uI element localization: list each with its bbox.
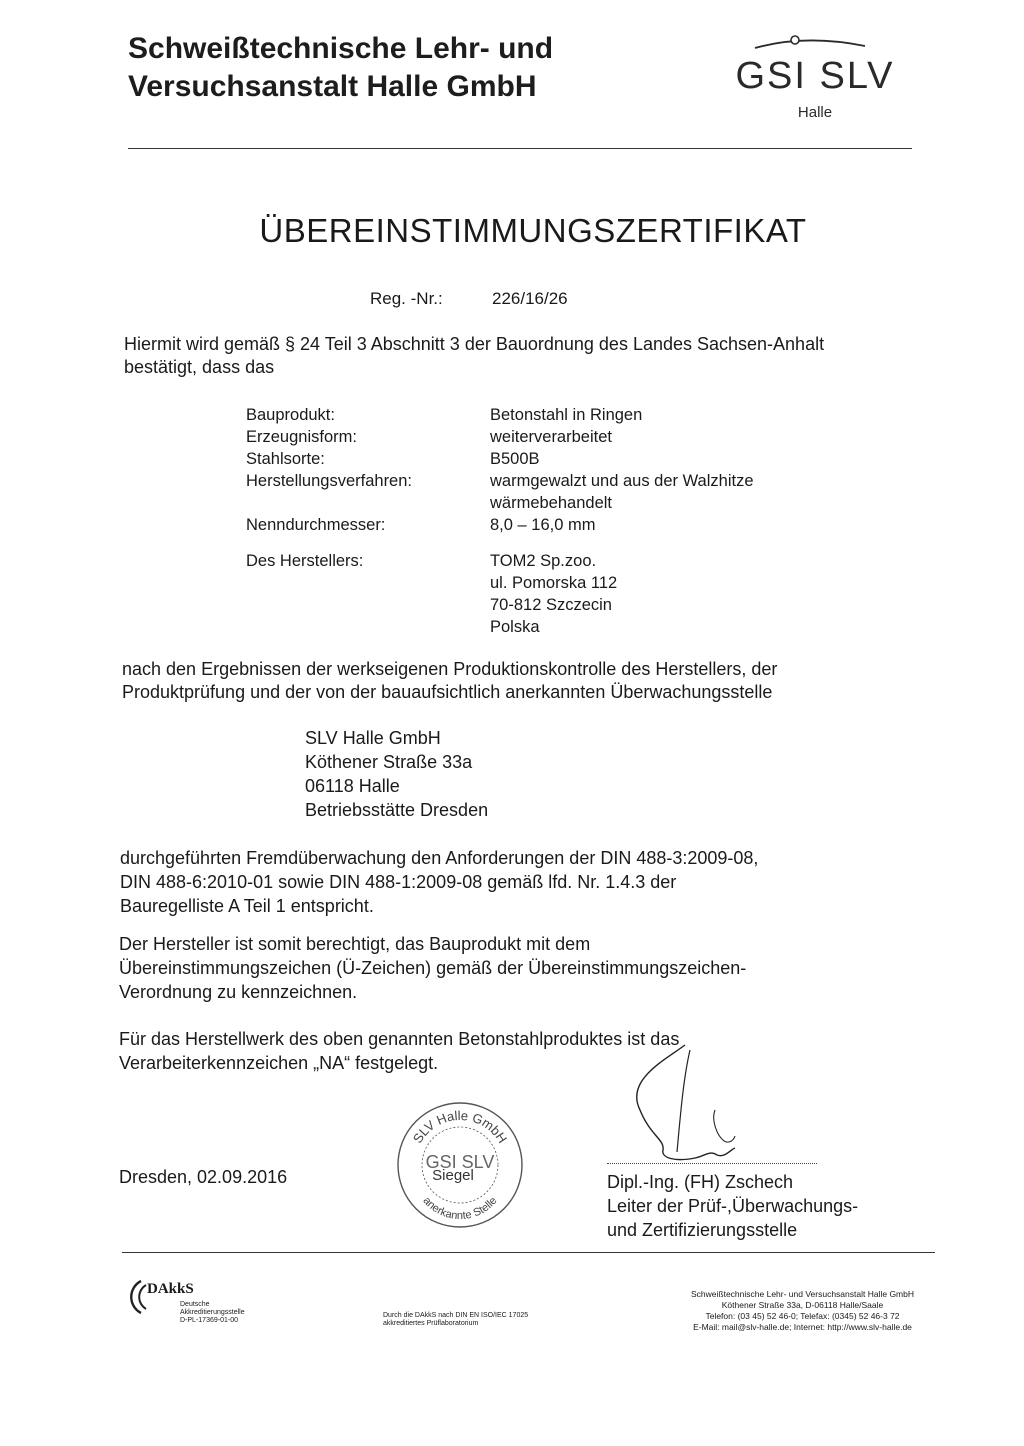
marking-paragraph (119, 1027, 679, 1075)
address-line: SLV Halle GmbH (305, 728, 441, 748)
signature-line (607, 1163, 817, 1164)
detail-value: ul. Pomorska 112 (490, 574, 618, 592)
detail-value: wärmebehandelt (490, 494, 612, 512)
address-line: Köthener Straße 33a (305, 752, 473, 772)
gsi-slv-logo (715, 30, 915, 125)
seal-logo-text: GSI SLV (425, 1152, 495, 1172)
accreditation-line: Durch die DAkkS nach DIN EN ISO/IEC 17025 (383, 1312, 529, 1319)
logo-text: GSI SLV (735, 55, 895, 97)
paragraph-line: Verarbeiterkennzeichen „NA“ festgelegt. (119, 1053, 439, 1073)
entitlement-paragraph (119, 932, 746, 1004)
address-line: Betriebsstätte Dresden (305, 800, 489, 820)
address-line: 06118 Halle (305, 776, 400, 796)
signer-name: Dipl.-Ing. (FH) Zschech (607, 1172, 794, 1192)
dakks-logo (127, 1275, 277, 1335)
detail-value: warmgewalzt und aus der Walzhitze (490, 472, 754, 490)
detail-value: 8,0 – 16,0 mm (490, 516, 596, 534)
paragraph-line: Der Hersteller ist somit berechtigt, das Bauprodukt mit dem (119, 934, 591, 954)
header-divider (128, 148, 912, 149)
logo-subtext: Halle (797, 104, 833, 121)
paragraph-line: Übereinstimmungszeichen (Ü-Zeichen) gemäß der Übereinstimmungszeichen- (119, 958, 747, 978)
detail-label: Nenndurchmesser: (246, 516, 386, 534)
intro-line: Hiermit wird gemäß § 24 Teil 3 Abschnitt 3 der Bauordnung des Landes Sachsen-Anhalt (124, 334, 825, 354)
intro-line: bestätigt, dass das (124, 357, 275, 377)
accreditation-line: akkreditiertes Prüflaboratorium (383, 1320, 479, 1327)
dakks-arc-icon (127, 1277, 147, 1317)
detail-value: Polska (490, 618, 540, 636)
paragraph-line: Für das Herstellwerk des oben genannten Betonstahlproduktes ist das (119, 1029, 680, 1049)
detail-value: 70-812 Szczecin (490, 596, 612, 614)
place-date: Dresden, 02.09.2016 (119, 1167, 288, 1187)
detail-label: Herstellungsverfahren: (246, 472, 412, 490)
detail-value: B500B (490, 450, 540, 468)
dakks-line: D-PL-17369-01-00 (180, 1317, 238, 1324)
detail-label: Des Herstellers: (246, 552, 364, 570)
certificate-title: ÜBEREINSTIMMUNGSZERTIFIKAT (259, 212, 807, 249)
paragraph-line: durchgeführten Fremdüberwachung den Anforderungen der DIN 488-3:2009-08, (120, 848, 759, 868)
dakks-details (180, 1301, 245, 1325)
paragraph-line: Produktprüfung und der von der bauaufsichtlich anerkannten Überwachungsstelle (122, 682, 773, 702)
seal-bottom-text: anerkannte Stelle (420, 1194, 500, 1223)
registration-value: 226/16/26 (492, 289, 568, 308)
paragraph-line: Bauregelliste A Teil 1 entspricht. (120, 896, 374, 916)
org-name-line2: Versuchsanstalt Halle GmbH (128, 70, 537, 103)
dakks-line: Deutsche (180, 1301, 210, 1308)
footer-address (660, 1289, 945, 1333)
footer-address-line: E-Mail: mail@slv-halle.de; Internet: http://www.slv-halle.de (693, 1322, 912, 1332)
signer-title: Leiter der Prüf-,Überwachungs- (607, 1196, 859, 1216)
detail-label: Erzeugnisform: (246, 428, 357, 446)
detail-label: Bauprodukt: (246, 406, 335, 424)
organization-name (128, 30, 553, 106)
paragraph-line: Verordnung zu kennzeichnen. (119, 982, 358, 1002)
registration-label: Reg. -Nr.: (370, 289, 443, 308)
official-seal (395, 1100, 525, 1230)
org-name-line1: Schweißtechnische Lehr- und (128, 32, 554, 65)
seal-word: Siegel (432, 1167, 474, 1184)
detail-value: TOM2 Sp.zoo. (490, 552, 597, 570)
monitoring-body-address (305, 726, 488, 822)
monitoring-paragraph (120, 846, 758, 918)
paragraph-line: DIN 488-6:2010-01 sowie DIN 488-1:2009-08 gemäß lfd. Nr. 1.4.3 der (120, 872, 677, 892)
registration-number-row (370, 289, 568, 309)
signer-block (607, 1170, 858, 1242)
footer-address-line: Schweißtechnische Lehr- und Versuchsanstalt Halle GmbH (691, 1289, 914, 1299)
detail-value: Betonstahl in Ringen (490, 406, 643, 424)
dakks-title: DAkkS (147, 1281, 194, 1297)
intro-paragraph (124, 333, 824, 379)
results-paragraph (122, 658, 777, 704)
handwritten-signature (605, 1040, 775, 1180)
dakks-line: Akkreditierungsstelle (180, 1309, 245, 1316)
footer-divider (122, 1252, 935, 1253)
detail-label: Stahlsorte: (246, 450, 325, 468)
seal-top-text: SLV Halle GmbH (409, 1107, 511, 1146)
paragraph-line: nach den Ergebnissen der werkseigenen Produktionskontrolle des Herstellers, der (122, 659, 778, 679)
detail-value: weiterverarbeitet (490, 428, 612, 446)
signer-title: und Zertifizierungsstelle (607, 1220, 798, 1240)
accreditation-note (383, 1312, 528, 1328)
footer-address-line: Köthener Straße 33a, D-06118 Halle/Saale (721, 1300, 884, 1310)
footer-address-line: Telefon: (03 45) 52 46-0; Telefax: (0345) 52 46-3 72 (705, 1311, 900, 1321)
